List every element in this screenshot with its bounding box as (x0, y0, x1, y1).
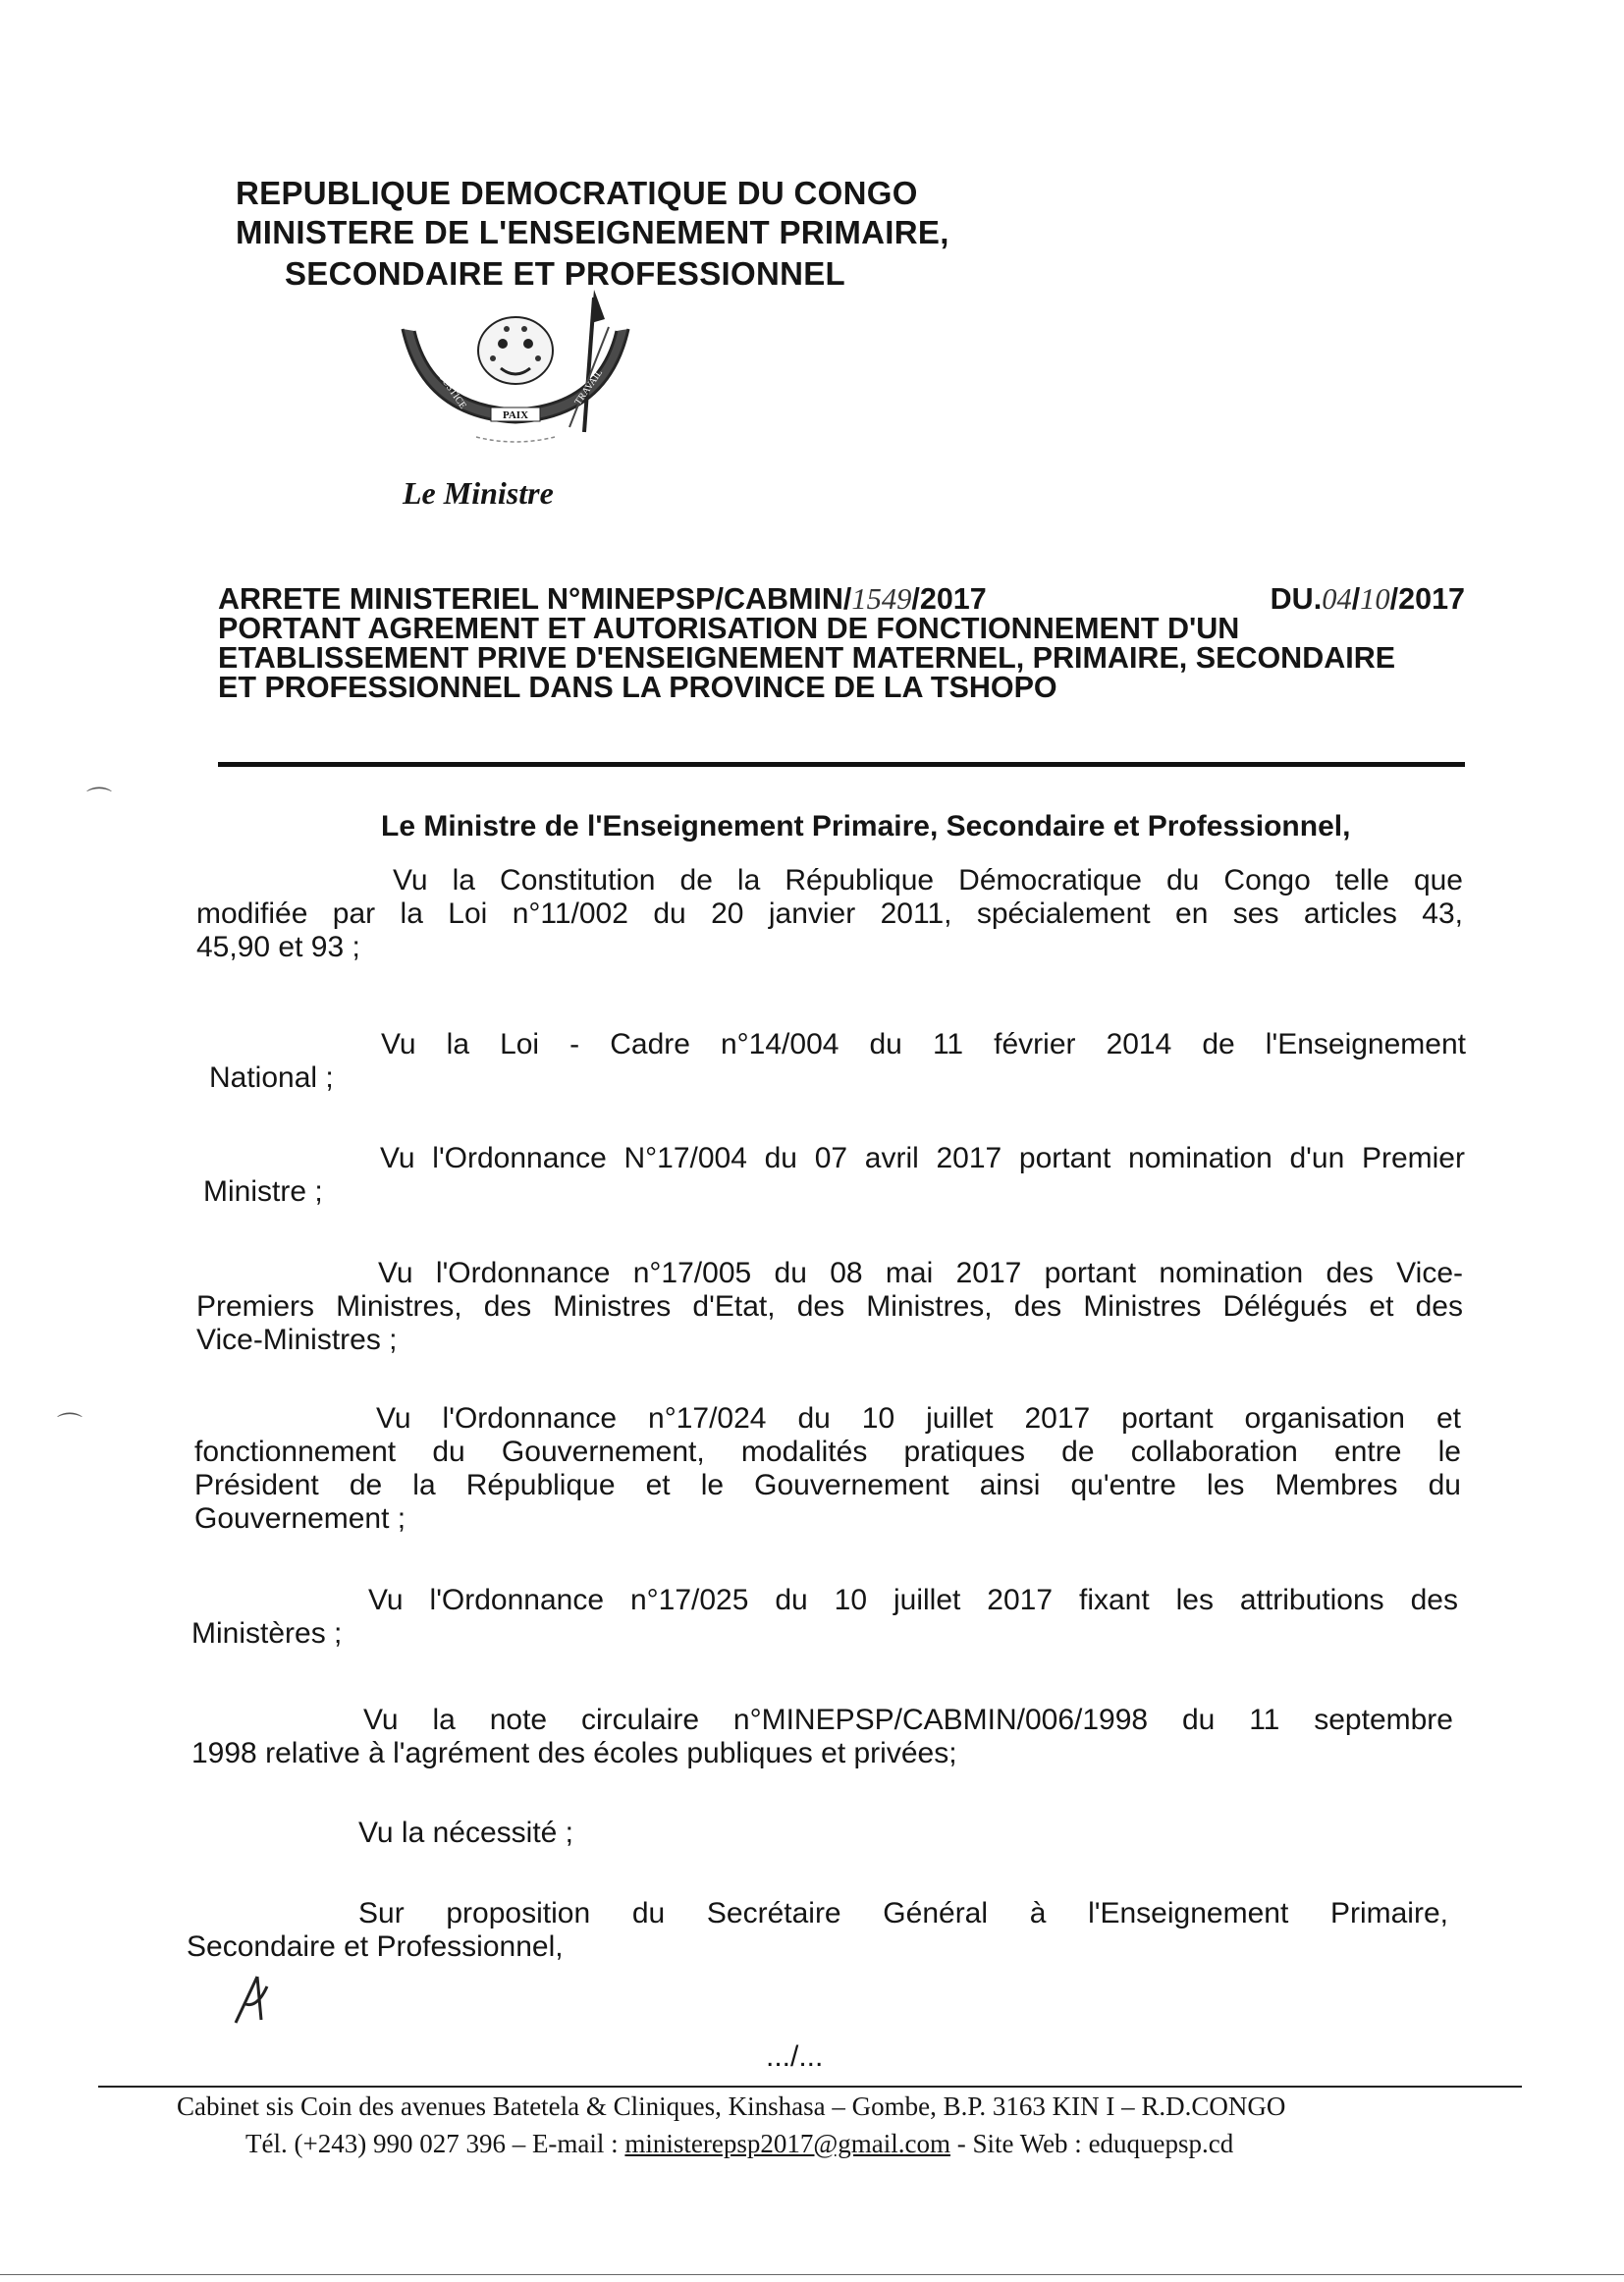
emblem-motto-center: PAIX (502, 409, 529, 421)
footer-contact: Tél. (+243) 990 027 396 – E-mail : ministerepsp2017@gmail.com - Site Web : eduquepsp.cd (245, 2129, 1234, 2158)
footer-divider (98, 2086, 1522, 2088)
header-ministry-cont: SECONDAIRE ET PROFESSIONNEL (285, 255, 846, 292)
considerant-loi-cadre: Vu la Loi - Cadre n°14/004 du 11 février 2014 de l'Enseignement National ; (209, 1028, 1466, 1094)
decree-title-line-2: PORTANT AGREMENT ET AUTORISATION DE FONCTIONNEMENT D'UN (218, 612, 1240, 645)
scan-edge-line (0, 2274, 1624, 2275)
minister-heading: Le Ministre de l'Enseignement Primaire, Secondaire et Professionnel, (381, 810, 1351, 842)
considerant-note-circulaire: Vu la note circulaire n°MINEPSP/CABMIN/006/1998 du 11 septembre 1998 relative à l'agrément des écoles publiques et privées; (191, 1704, 1453, 1769)
considerant-ordonnance-vice-premiers: Vu l'Ordonnance n°17/005 du 08 mai 2017 portant nomination des Vice- Premiers Ministres, des Ministres d'Etat, des Ministres, des Ministres Délégués et des Vice-Ministres ; (196, 1257, 1463, 1356)
emblem-motto-right: TRAVAIL (572, 367, 606, 408)
decree-title-line-1 (218, 584, 1465, 614)
decree-ref-label: ARRETE MINISTERIEL N°MINEPSP/CABMIN/1549/2017 (218, 582, 987, 616)
considerant-necessite: Vu la nécessité ; (358, 1817, 574, 1849)
footer-address: Cabinet sis Coin des avenues Batetela & Cliniques, Kinshasa – Gombe, B.P. 3163 KIN I – R.D.CONGO (177, 2092, 1286, 2121)
considerant-proposition: Sur proposition du Secrétaire Général à l'Enseignement Primaire, Secondaire et Professionnel, (187, 1897, 1448, 1963)
initials-mark-icon (228, 1969, 287, 2028)
considerant-ordonnance-attributions: Vu l'Ordonnance n°17/025 du 10 juillet 2017 fixant les attributions des Ministères ; (191, 1584, 1458, 1650)
decree-title (218, 584, 1465, 702)
continued-marker: .../... (766, 2040, 824, 2073)
title-underline (218, 762, 1465, 767)
considerant-ordonnance-gouvernement: Vu l'Ordonnance n°17/024 du 10 juillet 2017 portant organisation et fonctionnement du Gouvernement, modalités pratiques de collaboration entre le Président de la République et le Gouvernement ainsi qu'entre les Membres du Gouvernement ; (194, 1402, 1461, 1535)
decree-date-day: 04 (1322, 582, 1352, 616)
decree-title-line-3: ETABLISSEMENT PRIVE D'ENSEIGNEMENT MATERNEL, PRIMAIRE, SECONDAIRE (218, 641, 1396, 675)
considerant-constitution: Vu la Constitution de la République Démocratique du Congo telle que modifiée par la Loi n°11/002 du 20 janvier 2011, spécialement en ses articles 43, 45,90 et 93 ; (196, 864, 1463, 963)
considerant-ordonnance-premier-ministre: Vu l'Ordonnance N°17/004 du 07 avril 2017 portant nomination d'un Premier Ministre ; (203, 1142, 1465, 1208)
national-emblem-icon (383, 290, 648, 452)
scan-mark-icon: ⌒ (86, 786, 113, 815)
decree-title-line-4: ET PROFESSIONNEL DANS LA PROVINCE DE LA TSHOPO (218, 671, 1057, 704)
scan-mark-icon: ⌒ (57, 1411, 83, 1440)
decree-ref-number: 1549 (851, 582, 912, 616)
footer-email-link[interactable]: ministerepsp2017@gmail.com (624, 2129, 950, 2158)
decree-date: DU.04/10/2017 (1270, 582, 1465, 616)
header-country: REPUBLIQUE DEMOCRATIQUE DU CONGO (236, 175, 918, 211)
emblem-motto-left: JUSTICE (437, 373, 468, 411)
signatory-label: Le Ministre (403, 475, 554, 511)
decree-date-month: 10 (1360, 582, 1390, 616)
header-ministry: MINISTERE DE L'ENSEIGNEMENT PRIMAIRE, (236, 214, 949, 250)
